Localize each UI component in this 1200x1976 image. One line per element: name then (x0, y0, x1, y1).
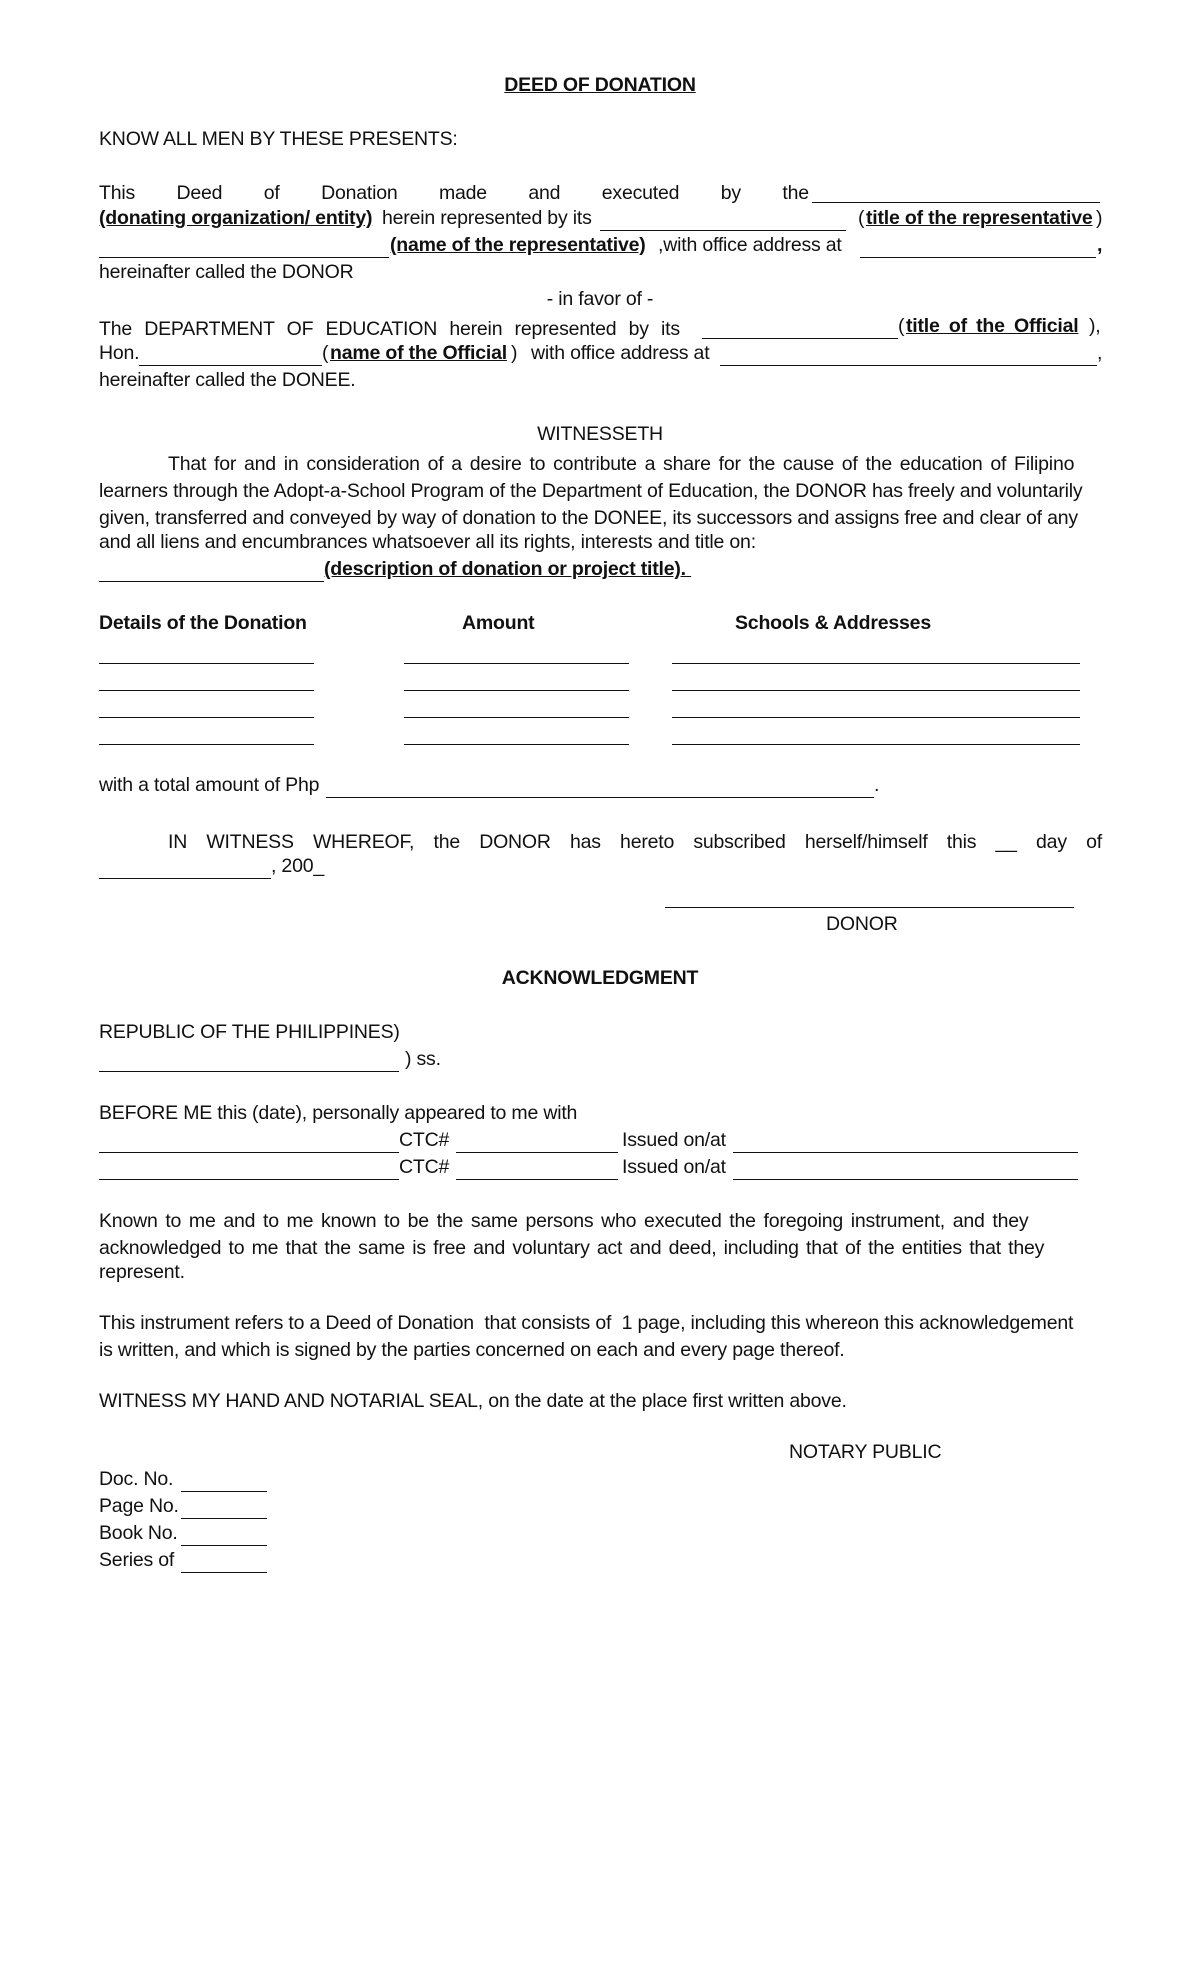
donor-address-blank[interactable] (860, 257, 1096, 258)
period: . (874, 774, 880, 796)
total-amount-label: with a total amount of Php (99, 774, 320, 796)
word: herself/himself (804, 831, 928, 853)
word: day (1036, 831, 1067, 853)
series-blank[interactable] (181, 1572, 267, 1573)
amount-blank[interactable] (404, 663, 629, 664)
office-address-text: ,with office address at (658, 234, 842, 256)
doc-no-blank[interactable] (181, 1491, 267, 1492)
donor-signature-line[interactable] (665, 907, 1074, 908)
word: by (720, 182, 741, 204)
deped-line (99, 314, 694, 341)
paren-open: ( (898, 315, 905, 337)
word: and (528, 182, 561, 204)
word: of (263, 182, 280, 204)
day-blank: __ (995, 831, 1017, 853)
word: Donation (321, 182, 398, 204)
donor-entity-label: (donating organization/ entity) (99, 207, 373, 229)
schools-blank[interactable] (672, 744, 1080, 745)
word: this (946, 831, 977, 853)
ss-text: ) ss. (405, 1048, 441, 1070)
amount-blank[interactable] (404, 690, 629, 691)
page-no-label: Page No. (99, 1495, 179, 1517)
hon-prefix: Hon. (99, 342, 140, 364)
word: IN (168, 831, 188, 853)
paren-close: ) (511, 342, 518, 364)
comma: , (1097, 342, 1103, 364)
called-donee: hereinafter called the DONEE. (99, 369, 356, 391)
appearer-name-blank[interactable] (99, 1179, 399, 1180)
known-line (99, 1206, 1102, 1233)
issued-label: Issued on/at (622, 1156, 726, 1178)
total-amount-blank[interactable] (326, 797, 874, 798)
appearer-name-blank[interactable] (99, 1152, 399, 1153)
represented-by-text: herein represented by its (382, 207, 592, 229)
opening-line: KNOW ALL MEN BY THESE PRESENTS: (99, 128, 458, 150)
details-blank[interactable] (99, 663, 314, 664)
word: the (433, 831, 460, 853)
word: Deed (176, 182, 223, 204)
witnesseth-text: and all liens and encumbrances whatsoever all its rights, interests and title on: (99, 531, 756, 553)
rep-title-label: title of the representative (866, 207, 1093, 229)
ctc-label: CTC# (399, 1156, 450, 1178)
witnesseth-heading: WITNESSETH (537, 423, 663, 445)
word: of (1086, 831, 1102, 853)
witnesseth-line (99, 503, 1102, 530)
issued-at-blank[interactable] (733, 1152, 1078, 1153)
known-text: represent. (99, 1261, 185, 1283)
document-title: DEED OF DONATION (504, 74, 696, 96)
witnesseth-text: learners through the Adopt-a-School Program of the Department of Education, the DONOR has freely and voluntarily (99, 480, 1083, 502)
witness-hand-text: WITNESS MY HAND AND NOTARIAL SEAL, on the date at the place first written above. (99, 1390, 847, 1412)
details-blank[interactable] (99, 690, 314, 691)
issued-label: Issued on/at (622, 1129, 726, 1151)
donor-signature-label: DONOR (826, 913, 898, 935)
word: the (782, 182, 809, 204)
republic-line: REPUBLIC OF THE PHILIPPINES) (99, 1021, 400, 1043)
paren-close: ) (1096, 207, 1103, 229)
word: executed (601, 182, 680, 204)
instrument-text: This instrument refers to a Deed of Donation that consists of 1 page, including this whereon this acknowledgement (99, 1312, 1074, 1334)
paren-open: ( (322, 342, 329, 364)
known-text: Known to me and to me known to be the same persons who executed the foregoing instrument, and they (99, 1210, 1029, 1232)
rep-title-blank[interactable] (600, 230, 846, 231)
year-text: , 200_ (271, 855, 325, 877)
page-no-blank[interactable] (181, 1518, 267, 1519)
witness-whereof-line (168, 827, 1102, 854)
details-blank[interactable] (99, 717, 314, 718)
month-blank[interactable] (99, 878, 271, 879)
venue-blank[interactable] (99, 1071, 399, 1072)
series-label: Series of (99, 1549, 175, 1571)
known-line (99, 1233, 1102, 1260)
rep-name-blank[interactable] (99, 257, 389, 258)
para1-line1 (99, 178, 809, 205)
office-address-text: with office address at (531, 342, 710, 364)
in-favor-of: - in favor of - (546, 288, 654, 310)
instrument-text: is written, and which is signed by the parties concerned on each and every page thereof. (99, 1339, 845, 1361)
schools-blank[interactable] (672, 690, 1080, 691)
official-name-blank[interactable] (139, 365, 322, 366)
word: has (570, 831, 601, 853)
called-donor: hereinafter called the DONOR (99, 261, 354, 283)
word: WHEREOF, (312, 831, 415, 853)
amount-blank[interactable] (404, 717, 629, 718)
word: made (438, 182, 487, 204)
ctc-number-blank[interactable] (456, 1152, 618, 1153)
deped-text: The DEPARTMENT OF EDUCATION herein represented by its (99, 318, 680, 340)
ctc-number-blank[interactable] (456, 1179, 618, 1180)
donor-name-blank[interactable] (812, 202, 1100, 203)
donation-description-blank[interactable] (99, 581, 324, 582)
ctc-label: CTC# (399, 1129, 450, 1151)
donee-address-blank[interactable] (720, 365, 1097, 366)
official-title-label: title of the Official (906, 315, 1079, 337)
witnesseth-text: That for and in consideration of a desire to contribute a share for the cause of the education of Filipino (168, 453, 1075, 475)
donation-description-label: (description of donation or project title). (324, 558, 692, 580)
paren-close-comma: ), (1089, 315, 1101, 337)
witnesseth-line (99, 476, 1102, 503)
word: This (99, 182, 136, 204)
rep-name-label: (name of the representative) (390, 234, 646, 256)
acknowledgment-heading: ACKNOWLEDGMENT (501, 967, 699, 989)
word: hereto (620, 831, 675, 853)
book-no-label: Book No. (99, 1522, 178, 1544)
word: WITNESS (206, 831, 294, 853)
word: subscribed (693, 831, 786, 853)
comma: , (1097, 234, 1103, 256)
book-no-blank[interactable] (181, 1545, 267, 1546)
word: DONOR (479, 831, 551, 853)
details-blank[interactable] (99, 744, 314, 745)
schools-blank[interactable] (672, 663, 1080, 664)
amount-blank[interactable] (404, 744, 629, 745)
doc-no-label: Doc. No. (99, 1468, 174, 1490)
schools-blank[interactable] (672, 717, 1080, 718)
before-me-text: BEFORE ME this (date), personally appeared to me with (99, 1102, 578, 1124)
known-text: acknowledged to me that the same is free and voluntary act and deed, including that of the entities that they (99, 1237, 1045, 1259)
witnesseth-text: given, transferred and conveyed by way of donation to the DONEE, its successors and assigns free and clear of any (99, 507, 1078, 529)
official-title-blank[interactable] (702, 338, 898, 339)
witnesseth-line (168, 449, 1102, 476)
issued-at-blank[interactable] (733, 1179, 1078, 1180)
col-header-amount: Amount (462, 612, 535, 634)
col-header-schools: Schools & Addresses (735, 612, 931, 634)
col-header-details: Details of the Donation (99, 612, 307, 634)
official-name-label: name of the Official (330, 342, 507, 364)
paren-open: ( (858, 207, 865, 229)
notary-public-label: NOTARY PUBLIC (789, 1441, 942, 1463)
